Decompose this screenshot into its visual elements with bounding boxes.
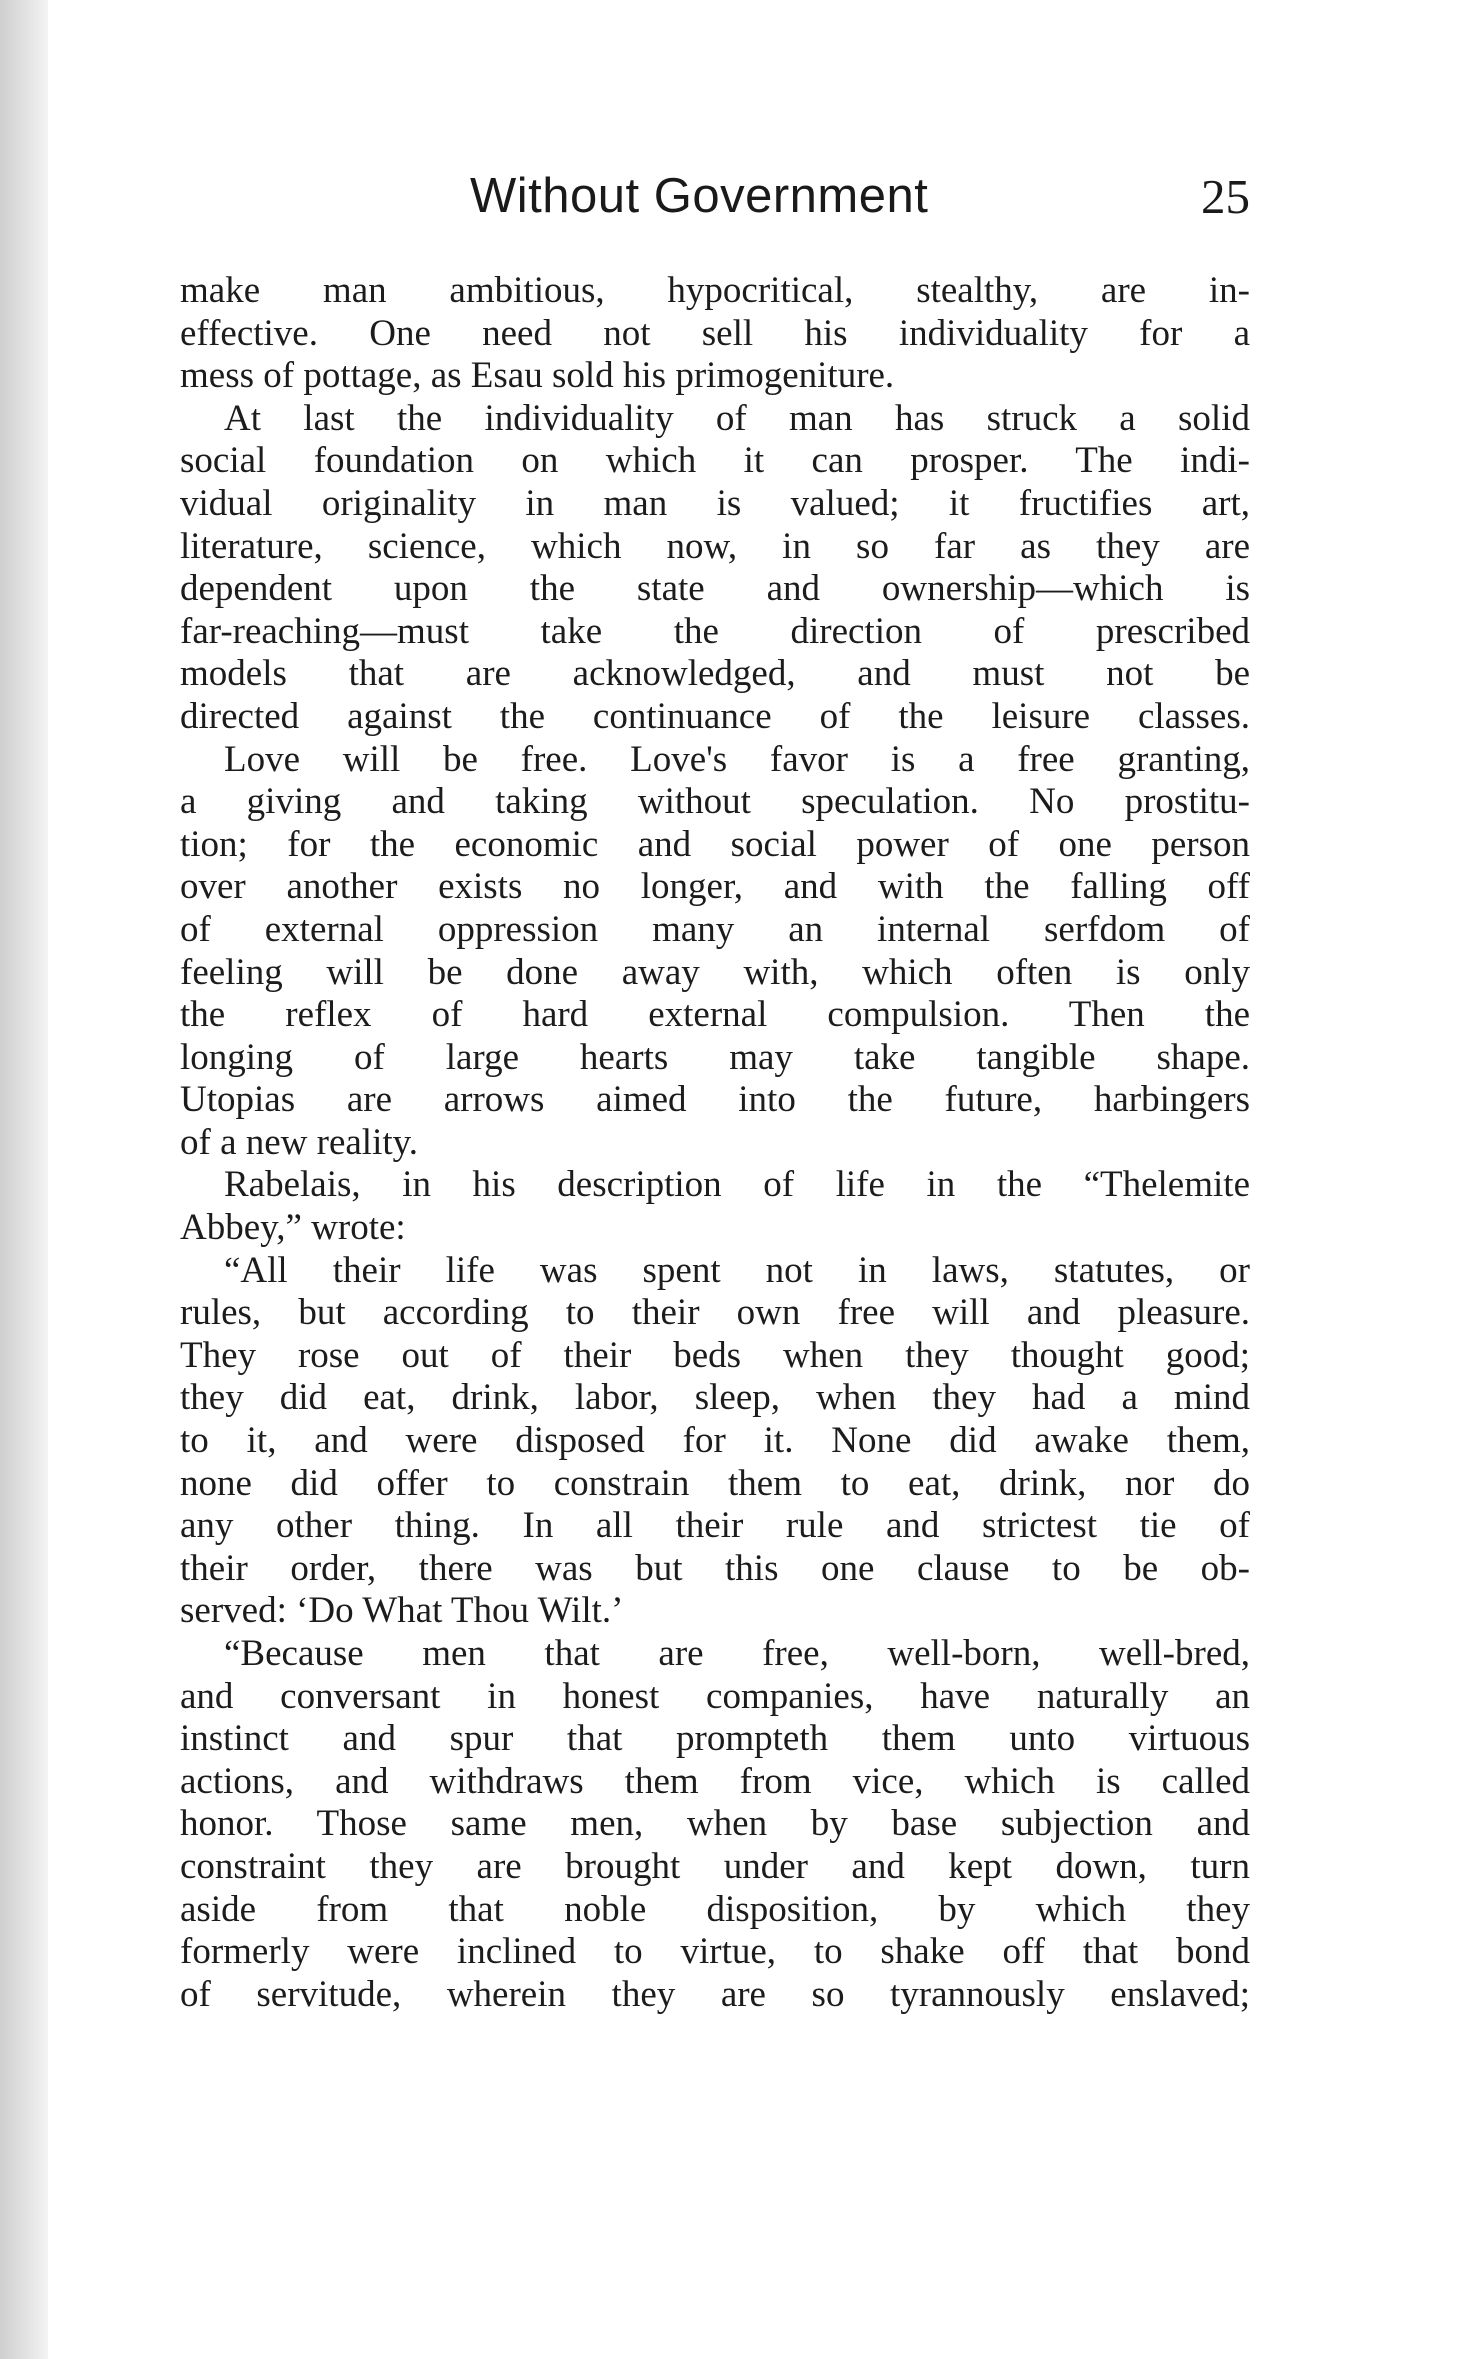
text-line: actions, and withdraws them from vice, which is called [180,1760,1250,1802]
text-line: a giving and taking without speculation. No prostitu- [180,781,1250,823]
text-line: longing of large hearts may take tangible shape. [180,1036,1250,1078]
text-line: dependent upon the state and ownership—which is [180,568,1250,610]
text-line: of external oppression many an internal serfdom of [180,908,1250,950]
text-line: honor. Those same men, when by base subjection and [180,1803,1250,1845]
text-line: of a new reality. [180,1121,418,1163]
text-line: effective. One need not sell his individuality for a [180,312,1250,354]
text-line: and conversant in honest companies, have naturally an [180,1675,1250,1717]
text-line: models that are acknowledged, and must not be [180,653,1250,695]
text-line: to it, and were disposed for it. None did awake them, [180,1420,1250,1462]
text-line: mess of pottage, as Esau sold his primogeniture. [180,355,895,397]
text-line: instinct and spur that prompteth them unto virtuous [180,1718,1250,1760]
text-line: tion; for the economic and social power of one person [180,823,1250,865]
text-line: served: ‘Do What Thou Wilt.’ [180,1590,624,1632]
book-page [180,0,1250,2359]
text-line: rules, but according to their own free will and pleasure. [180,1292,1250,1334]
text-line: none did offer to constrain them to eat, drink, nor do [180,1462,1250,1504]
text-line: make man ambitious, hypocritical, stealthy, are in- [180,270,1250,311]
text-line: vidual originality in man is valued; it fructifies art, [180,482,1250,524]
text-line: constraint they are brought under and kept down, turn [180,1845,1250,1887]
text-line: “Because men that are free, well-born, well-bred, [224,1633,1250,1674]
text-line: They rose out of their beds when they thought good; [180,1334,1250,1376]
text-line: literature, science, which now, in so far as they are [180,525,1250,567]
text-line: over another exists no longer, and with the falling off [180,866,1250,908]
text-line: Utopias are arrows aimed into the future, harbingers [180,1079,1250,1121]
running-header [180,168,1250,232]
text-line: the reflex of hard external compulsion. Then the [180,994,1250,1036]
text-line: feeling will be done away with, which often is only [180,951,1250,993]
text-line: formerly were inclined to virtue, to shake off that bond [180,1931,1250,1973]
body-text [180,270,1250,2016]
page-gutter-shadow [0,0,48,2359]
text-line: their order, there was but this one clause to be ob- [180,1547,1250,1589]
text-line: far-reaching—must take the direction of prescribed [180,610,1250,652]
text-line: “All their life was spent not in laws, statutes, or [224,1249,1250,1291]
text-line: of servitude, wherein they are so tyrannously enslaved; [180,1973,1250,2015]
text-line: any other thing. In all their rule and strictest tie of [180,1505,1250,1547]
text-line: they did eat, drink, labor, sleep, when they had a mind [180,1377,1250,1419]
text-line: Love will be free. Love's favor is a free granting, [224,738,1250,780]
text-line: directed against the continuance of the leisure classes. [180,695,1250,737]
text-line: social foundation on which it can prosper. The indi- [180,440,1250,482]
text-line: aside from that noble disposition, by which they [180,1888,1250,1930]
running-title: Without Government [470,169,929,223]
page-number: 25 [1201,169,1250,224]
text-line: At last the individuality of man has struck a solid [224,397,1250,439]
text-line: Abbey,” wrote: [180,1207,406,1249]
text-line: Rabelais, in his description of life in the “Thelemite [224,1164,1250,1206]
